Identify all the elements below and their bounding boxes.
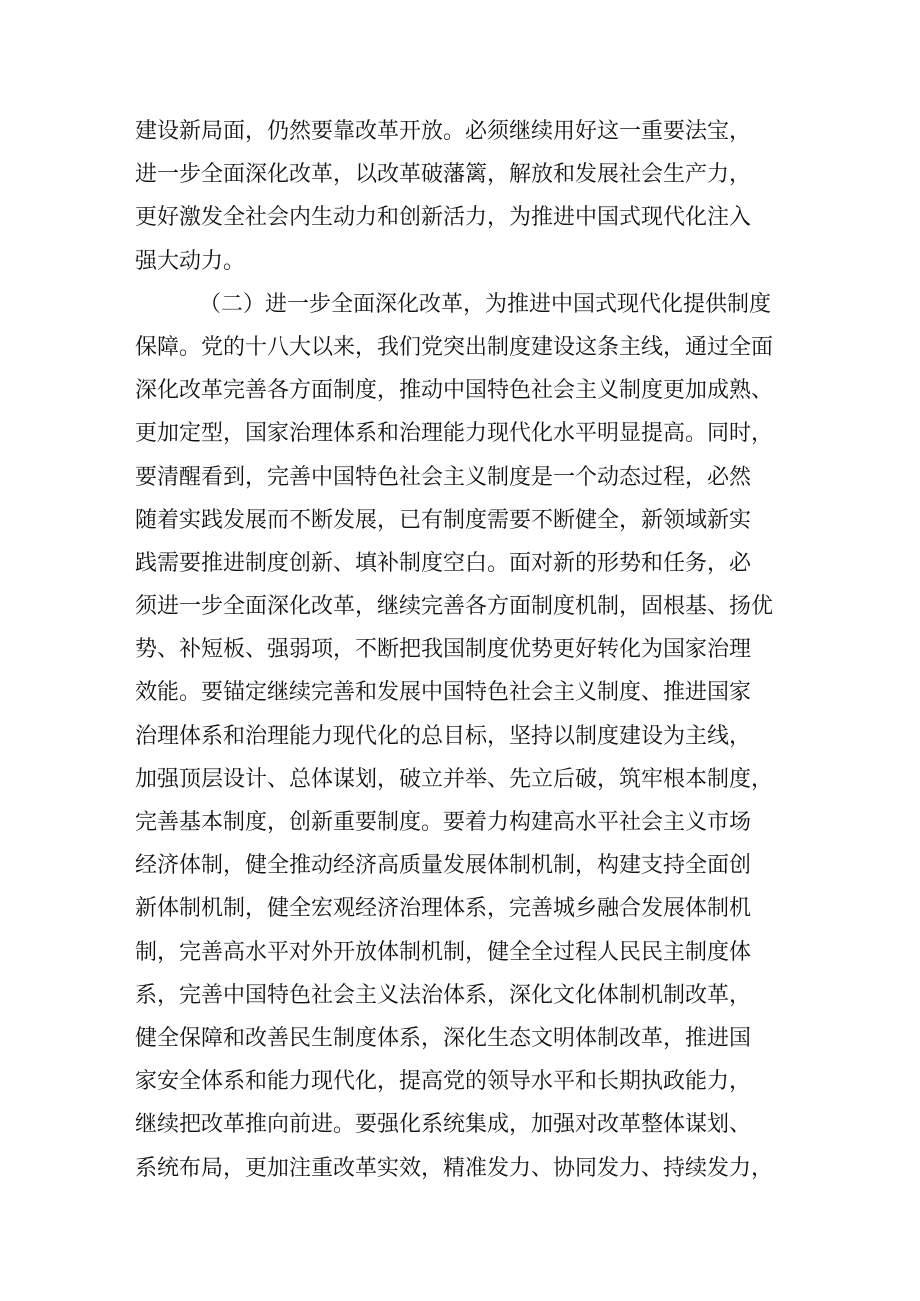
text-line-17: 完善基本制度，创新重要制度。要着力构建高水平社会主义市场	[135, 810, 752, 835]
text-line-24: 继续把改革推向前进。要强化系统集成，加强对改革整体谋划、	[135, 1112, 752, 1138]
text-line-15: 治理体系和治理能力现代化的总目标，坚持以制度建设为主线，	[135, 723, 752, 749]
text-line-20: 制，完善高水平对外开放体制机制，健全全过程人民民主制度体	[135, 939, 752, 965]
text-line-9: 要清醒看到，完善中国特色社会主义制度是一个动态过程，必然	[135, 464, 752, 490]
text-line-7: 深化改革完善各方面制度，推动中国特色社会主义制度更加成熟、	[135, 378, 774, 404]
text-line-6: 保障。党的十八大以来，我们党突出制度建设这条主线，通过全面	[135, 334, 774, 360]
text-line-12: 须进一步全面深化改革，继续完善各方面制度机制，固根基、扬优	[135, 594, 774, 620]
text-line-4: 强大动力。	[135, 248, 246, 274]
section-heading-line: （二）进一步全面深化改革，为推进中国式现代化提供制度	[199, 291, 772, 317]
text-line-23: 家安全体系和能力现代化，提高党的领导水平和长期执政能力，	[135, 1069, 752, 1095]
text-line-10: 随着实践发展而不断发展，已有制度需要不断健全，新领域新实	[135, 507, 752, 533]
text-line-25: 系统布局，更加注重改革实效，精准发力、协同发力、持续发力，	[135, 1155, 774, 1181]
text-line-1: 建设新局面，仍然要靠改革开放。必须继续用好这一重要法宝，	[135, 119, 752, 144]
text-line-21: 系，完善中国特色社会主义法治体系，深化文化体制机制改革，	[135, 982, 752, 1008]
text-line-13: 势、补短板、强弱项，不断把我国制度优势更好转化为国家治理	[135, 637, 752, 663]
text-line-14: 效能。要锚定继续完善和发展中国特色社会主义制度、推进国家	[135, 680, 752, 706]
body-text	[135, 110, 795, 1190]
text-line-22: 健全保障和改善民生制度体系，深化生态文明体制改革，推进国	[135, 1025, 752, 1051]
text-line-8: 更加定型，国家治理体系和治理能力现代化水平明显提高。同时，	[135, 421, 774, 447]
text-line-2: 进一步全面深化改革，以改革破藩篱，解放和发展社会生产力，	[135, 162, 752, 188]
text-line-11: 践需要推进制度创新、填补制度空白。面对新的形势和任务，必	[135, 550, 752, 576]
text-line-3: 更好激发全社会内生动力和创新活力，为推进中国式现代化注入	[135, 205, 752, 231]
text-line-18: 经济体制，健全推动经济高质量发展体制机制，构建支持全面创	[135, 853, 752, 879]
text-line-16: 加强顶层设计、总体谋划，破立并举、先立后破，筑牢根本制度，	[135, 766, 774, 792]
text-line-19: 新体制机制，健全宏观经济治理体系，完善城乡融合发展体制机	[135, 896, 752, 922]
